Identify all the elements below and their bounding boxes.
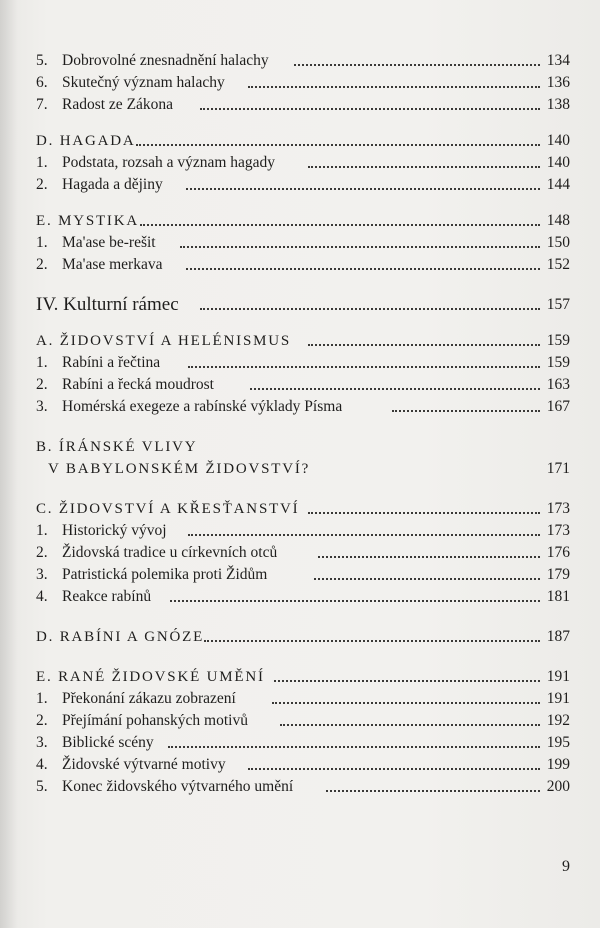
- toc-entry: [36, 586, 570, 608]
- toc-entry-page: 144: [546, 176, 570, 193]
- toc-entry-title: Biblické scény: [62, 734, 154, 751]
- toc-entry-number: 5.: [36, 52, 48, 69]
- toc-entry-title: Rabíni a řecká moudrost: [62, 376, 214, 393]
- toc-entry-page: 138: [546, 96, 570, 113]
- toc-section-heading: [36, 130, 570, 152]
- toc-entry: [36, 564, 570, 586]
- toc-entry-title: Historický vývoj: [62, 522, 167, 539]
- toc-entry-title: Homérská exegeze a rabínské výklady Písma: [62, 398, 343, 415]
- toc-entry-title: Rabíni a řečtina: [62, 354, 161, 371]
- toc-entry: [36, 776, 570, 798]
- dot-leader: [188, 364, 540, 368]
- toc-entry-title: Ma'ase be-rešit: [62, 234, 156, 251]
- toc-entry-page: 199: [546, 756, 570, 773]
- page-gutter-shadow: [0, 0, 18, 928]
- toc-entry-page: 152: [546, 256, 570, 273]
- toc-entry-title: E. RANÉ ŽIDOVSKÉ UMĚNÍ: [36, 669, 265, 685]
- toc-entry-number: 2.: [36, 544, 48, 561]
- toc-entry: [36, 72, 570, 94]
- toc-entry-number: 2.: [36, 176, 48, 193]
- dot-leader: [186, 186, 540, 190]
- toc-entry: [36, 374, 570, 396]
- dot-leader: [294, 62, 540, 66]
- toc-section-heading: [36, 210, 570, 232]
- dot-leader: [326, 788, 540, 792]
- dot-leader: [308, 342, 540, 346]
- toc-entry-title: Přejímání pohanských motivů: [62, 712, 248, 729]
- toc-entry-title: Židovské výtvarné motivy: [62, 756, 226, 773]
- toc-entry-title: Patristická polemika proti Židům: [62, 566, 268, 583]
- toc-entry-title: Překonání zákazu zobrazení: [62, 690, 236, 707]
- toc-entry-number: 3.: [36, 566, 48, 583]
- toc-entry-page: 195: [546, 734, 570, 751]
- dot-leader: [318, 554, 540, 558]
- dot-leader: [248, 84, 540, 88]
- toc-spacer: [36, 276, 570, 294]
- toc-entry-page: 159: [546, 332, 570, 349]
- toc-entry-page: 157: [546, 296, 570, 313]
- toc-entry-title: IV. Kulturní rámec: [36, 294, 179, 315]
- toc-entry-page: 191: [546, 668, 570, 685]
- toc-section-heading: [36, 666, 570, 688]
- toc-entry-title: D. HAGADA: [36, 133, 136, 149]
- toc-entry-number: 5.: [36, 778, 48, 795]
- toc-entry: [36, 352, 570, 374]
- dot-leader: [188, 532, 540, 536]
- toc-entry: [36, 152, 570, 174]
- toc-entry-page: 159: [546, 354, 570, 371]
- dot-leader: [308, 164, 540, 168]
- toc-entry-number: 4.: [36, 588, 48, 605]
- toc-entry-number: 1.: [36, 354, 48, 371]
- dot-leader: [186, 266, 540, 270]
- toc-entry-page: 187: [546, 628, 570, 645]
- toc-entry: [36, 232, 570, 254]
- toc-entry-page: 179: [546, 566, 570, 583]
- toc-entry-number: 6.: [36, 74, 48, 91]
- toc-entry-page: 192: [546, 712, 570, 729]
- toc-entry-title: Konec židovského výtvarného umění: [62, 778, 294, 795]
- dot-leader: [308, 510, 540, 514]
- toc-entry-page: 140: [546, 132, 570, 149]
- toc-entry-page: 181: [546, 588, 570, 605]
- toc-entry-number: 1.: [36, 154, 48, 171]
- toc-entry-title: Radost ze Zákona: [62, 96, 174, 113]
- toc-entry-page: 148: [546, 212, 570, 229]
- toc-entry-number: 1.: [36, 690, 48, 707]
- toc-section-heading: [36, 458, 570, 480]
- toc-part-heading: [36, 294, 570, 316]
- toc-section-heading: [36, 330, 570, 352]
- toc-entry-page: 173: [546, 522, 570, 539]
- toc-entry-title: A. ŽIDOVSTVÍ A HELÉNISMUS: [36, 333, 291, 349]
- toc-entry-number: 2.: [36, 376, 48, 393]
- dot-leader: [274, 678, 540, 682]
- toc-entry: [36, 50, 570, 72]
- page-number: 9: [562, 858, 570, 875]
- dot-leader: [248, 766, 540, 770]
- dot-leader: [272, 700, 540, 704]
- toc-spacer: [36, 418, 570, 436]
- dot-leader: [170, 598, 540, 602]
- dot-leader: [392, 408, 540, 412]
- toc-entry: [36, 688, 570, 710]
- toc-entry: [36, 754, 570, 776]
- toc-spacer: [36, 196, 570, 210]
- toc-entry-page: 136: [546, 74, 570, 91]
- toc-entry: [36, 520, 570, 542]
- toc-entry-title: Dobrovolné znesnadnění halachy: [62, 52, 269, 69]
- toc-entry-number: 1.: [36, 522, 48, 539]
- toc-entry-title: Reakce rabínů: [62, 588, 152, 605]
- dot-leader: [250, 386, 540, 390]
- toc-section-heading: [36, 626, 570, 648]
- toc-entry-page: 176: [546, 544, 570, 561]
- toc-entry-title: Skutečný význam halachy: [62, 74, 225, 91]
- dot-leader: [140, 222, 540, 226]
- dot-leader: [168, 744, 540, 748]
- toc-entry-page: 134: [546, 52, 570, 69]
- toc-entry-page: 163: [546, 376, 570, 393]
- dot-leader: [314, 576, 540, 580]
- toc-spacer: [36, 648, 570, 666]
- toc-spacer: [36, 316, 570, 330]
- dot-leader: [180, 244, 540, 248]
- toc-entry-number: 2.: [36, 712, 48, 729]
- toc-entry-page: 150: [546, 234, 570, 251]
- table-of-contents: [36, 50, 570, 798]
- toc-entry: [36, 710, 570, 732]
- toc-entry-title: D. RABÍNI A GNÓZE: [36, 629, 205, 645]
- toc-entry: [36, 542, 570, 564]
- dot-leader: [136, 142, 540, 146]
- toc-entry-title: Židovská tradice u církevních otců: [62, 544, 278, 561]
- toc-spacer: [36, 608, 570, 626]
- toc-entry-title: V BABYLONSKÉM ŽIDOVSTVÍ?: [48, 461, 311, 477]
- toc-section-heading: [36, 436, 570, 458]
- toc-entry: [36, 94, 570, 116]
- toc-entry-page: 167: [546, 398, 570, 415]
- toc-entry-title: Hagada a dějiny: [62, 176, 163, 193]
- toc-entry-title: Podstata, rozsah a význam hagady: [62, 154, 276, 171]
- toc-entry-title: C. ŽIDOVSTVÍ A KŘESŤANSTVÍ: [36, 501, 300, 517]
- dot-leader: [200, 306, 540, 310]
- toc-entry-number: 3.: [36, 398, 48, 415]
- toc-section-heading: [36, 498, 570, 520]
- toc-entry-page: 191: [546, 690, 570, 707]
- toc-entry-page: 140: [546, 154, 570, 171]
- toc-entry-number: 2.: [36, 256, 48, 273]
- toc-entry-title: E. MYSTIKA: [36, 213, 139, 229]
- toc-entry-number: 1.: [36, 234, 48, 251]
- toc-entry: [36, 254, 570, 276]
- toc-entry-page: 171: [546, 460, 570, 477]
- toc-entry: [36, 174, 570, 196]
- dot-leader: [200, 106, 540, 110]
- toc-entry-title: Ma'ase merkava: [62, 256, 163, 273]
- toc-spacer: [36, 480, 570, 498]
- dot-leader: [280, 722, 540, 726]
- toc-entry-number: 7.: [36, 96, 48, 113]
- toc-entry-title: B. ÍRÁNSKÉ VLIVY: [36, 439, 198, 455]
- toc-entry: [36, 396, 570, 418]
- toc-entry-page: 173: [546, 500, 570, 517]
- toc-entry-number: 3.: [36, 734, 48, 751]
- toc-entry-number: 4.: [36, 756, 48, 773]
- toc-entry: [36, 732, 570, 754]
- toc-entry-page: 200: [546, 778, 570, 795]
- dot-leader: [204, 638, 540, 642]
- toc-spacer: [36, 116, 570, 130]
